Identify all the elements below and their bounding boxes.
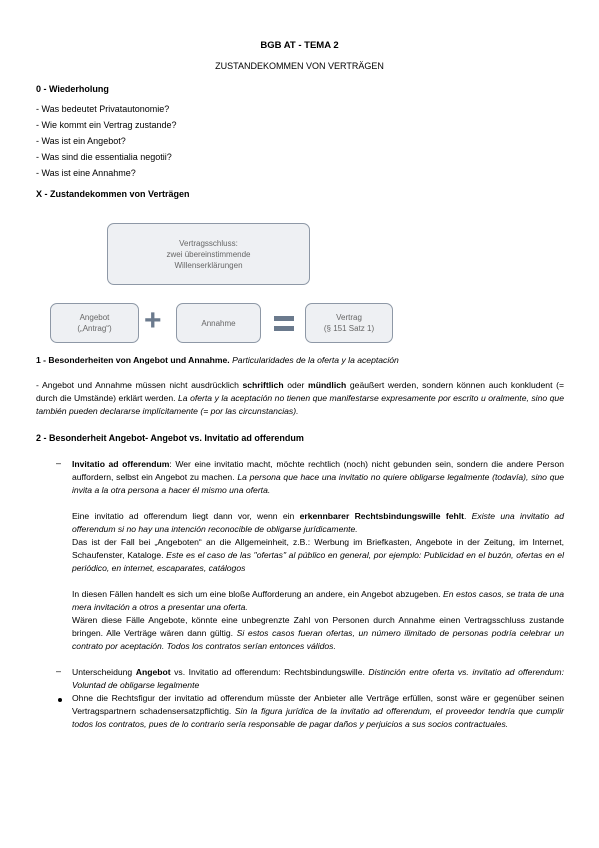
bullet-icon xyxy=(58,698,62,702)
dash-marker: – xyxy=(56,458,62,468)
section-2-heading: 2 - Besonderheit Angebot- Angebot vs. Invitatio ad offerendum xyxy=(36,433,304,443)
diagram-plus-icon: + xyxy=(144,304,162,337)
diagram-vertrag-line-1: Vertrag xyxy=(336,313,362,322)
invitatio-request: In diesen Fällen handelt es sich um eine bloße Aufforderung an andere, ein Angebot abzugeben. En estos casos, se trata de una mera invitación a otros a presentar una oferta. xyxy=(72,589,564,612)
diagram-annahme-label: Annahme xyxy=(201,318,236,328)
diagram-angebot-line-1: Angebot xyxy=(79,313,110,322)
diagram-angebot-line-2: („Antrag“) xyxy=(77,324,112,333)
dash-marker-2: – xyxy=(56,666,62,676)
section-x-heading: X - Zustandekommen von Verträgen xyxy=(36,189,190,199)
section-1-paragraph: - Angebot und Annahme müssen nicht ausdrücklich schriftlich oder mündlich geäußert werden, sondern können auch konkludent (= durch die Umstände) erklärt werden. La oferta y la aceptación no tienen que manifestarse expresamente por escrito u oralmente, sino que también pueden declararse implícitamente (= por las circunstancias). xyxy=(36,380,564,416)
invitatio-consequence: Wären diese Fälle Angebote, könnte eine unbegrenzte Zahl von Personen durch Annahme einen Vertragsschluss zustande bringen. Alle Verträge wären dann gültig. Si estos casos fueran ofertas, un número ilimitado de personas podría celebrar un contrato por aceptación. Todos los contratos serían entonces válidos. xyxy=(72,615,564,651)
diagram-annahme-box xyxy=(176,303,261,343)
diagram-contract-line-1: Vertragsschluss: xyxy=(179,238,238,248)
diagram-vertrag-box xyxy=(305,303,393,343)
diagram-contract-line-3: Willenserklärungen xyxy=(174,260,243,270)
invitatio-criterion: Eine invitatio ad offerendum liegt dann vor, wenn ein erkennbarer Rechtsbindungswille fehlt. Existe una invitatio ad offerendum si no hay una intención reconocible de obligarse jurídicamente. xyxy=(72,511,564,534)
invitatio-definition: Invitatio ad offerendum: Wer eine invitatio macht, möchte rechtlich (noch) nicht gebunden sein, sondern die andere Person auffordern, selbst ein Angebot zu machen. La persona que hace una invitatio no quiere obligarse legalmente (todavía), sino que invita a la otra persona a hacer él mismo una oferta. xyxy=(72,459,565,495)
diagram-contract-line-2: zwei übereinstimmende xyxy=(166,249,251,259)
document-subtitle: ZUSTANDEKOMMEN VON VERTRÄGEN xyxy=(215,61,384,71)
question-4: - Was sind die essentialia negotii? xyxy=(36,152,172,162)
diagram-angebot-box xyxy=(50,303,139,343)
distinction-item: Unterscheidung Angebot vs. Invitatio ad offerendum: Rechtsbindungswille. Distinción entre oferta vs. invitatio ad offerendum: Voluntad de obligarse legalmente xyxy=(72,667,564,690)
question-3: - Was ist ein Angebot? xyxy=(36,136,126,146)
diagram-vertrag-line-2: (§ 151 Satz 1) xyxy=(323,324,375,333)
document-title: BGB AT - TEMA 2 xyxy=(260,40,339,51)
question-5: - Was ist eine Annahme? xyxy=(36,168,136,178)
question-1: - Was bedeutet Privatautonomie? xyxy=(36,104,170,114)
section-0-heading: 0 - Wiederholung xyxy=(36,84,109,94)
question-2: - Wie kommt ein Vertrag zustande? xyxy=(36,120,177,130)
diagram-contract-box xyxy=(107,223,310,285)
invitatio-examples: Das ist der Fall bei „Angeboten“ an die Allgemeinheit, z.B.: Werbung im Briefkasten, Angebote in der Zeitung, im Internet, Schaufenster, Kataloge. Este es el caso de las "ofertas" al público en general, por ejemplo: Publicidad en el buzón, ofertas en el periódico, en internet, escaparates, catálogos xyxy=(72,537,564,573)
bullet-item: Ohne die Rechtsfigur der invitatio ad offerendum müsste der Anbieter alle Verträge erfüllen, sonst wäre er gegenüber seinen Vertragspartnern schadensersatzpflichtig. Sin la figura jurídica de la invitatio ad offerendum, el proveedor tendría que cumplir todos los contratos, pues de lo contrario sería responsable de pagar daños y perjuicios a sus socios contractuales. xyxy=(72,693,564,729)
section-1-heading: 1 - Besonderheiten von Angebot und Annahme. Particularidades de la oferta y la aceptación xyxy=(36,355,399,365)
